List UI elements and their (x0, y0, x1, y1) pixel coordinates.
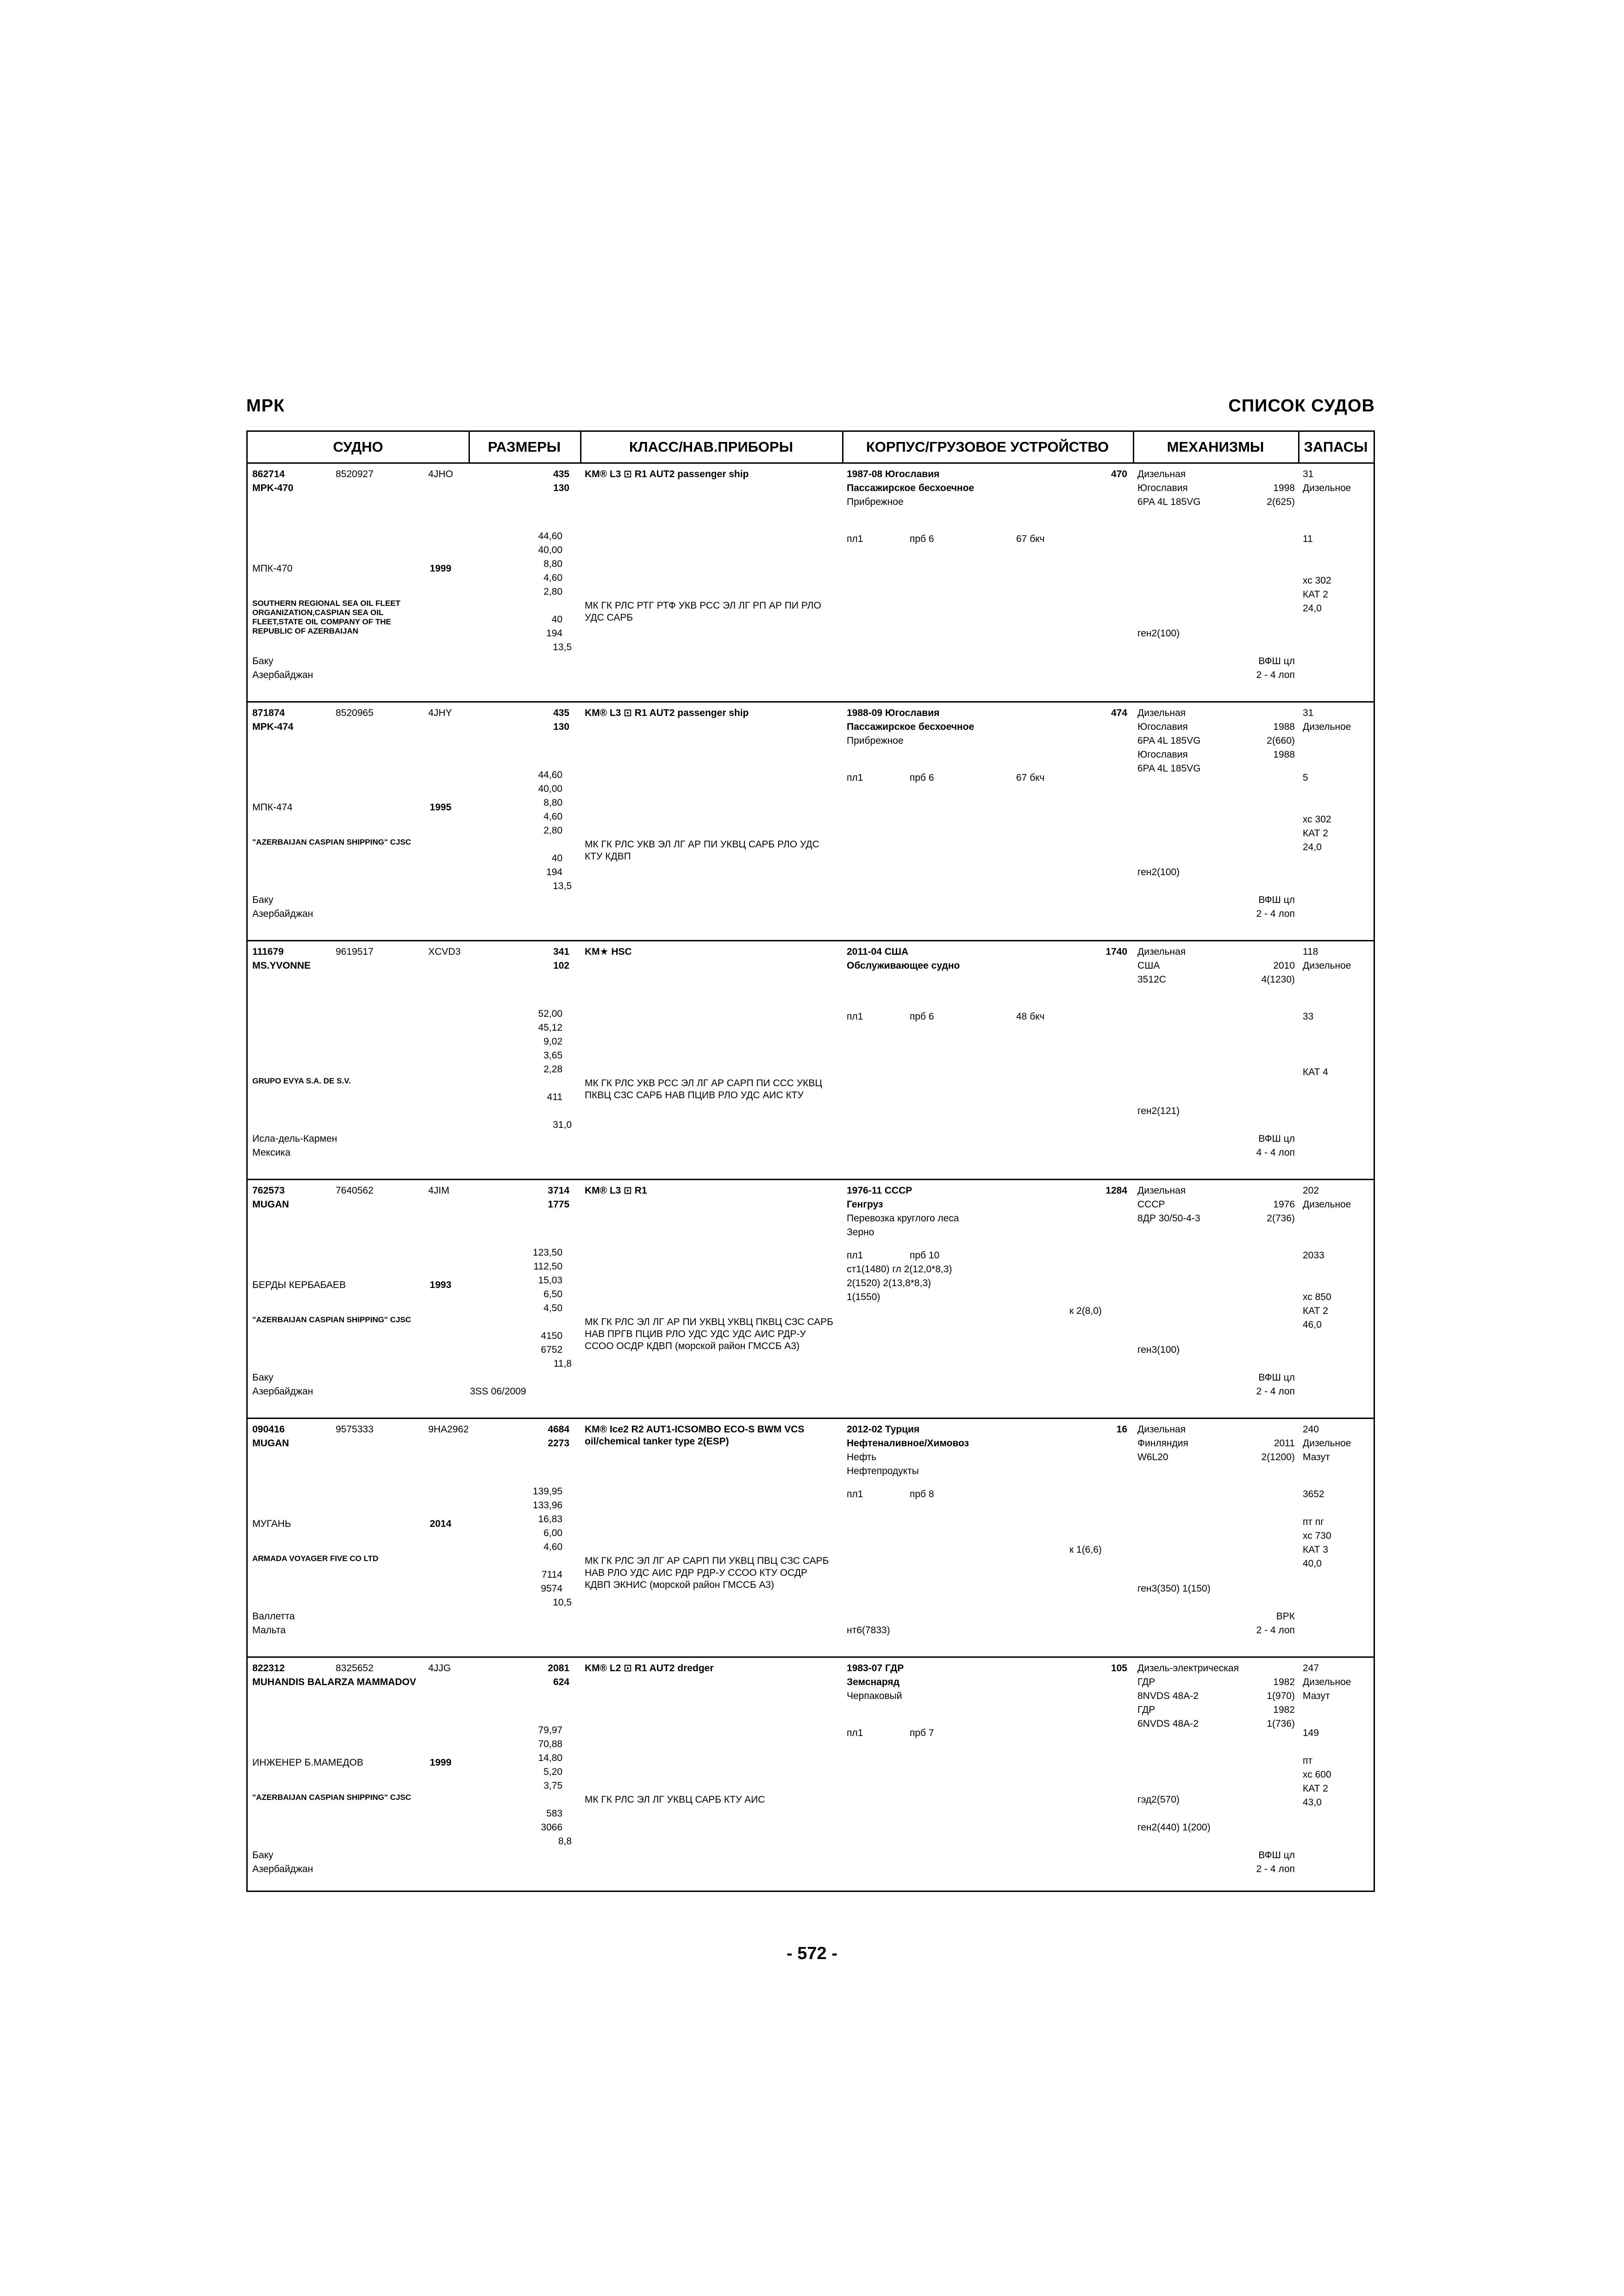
ship-name: MPK-474 (252, 722, 294, 732)
col-header-stocks: ЗАПАСЫ (1298, 432, 1374, 464)
ship-record (248, 940, 1374, 1179)
stock-value: 24,0 (1303, 603, 1322, 614)
stock-fuel-amount: 202 (1303, 1185, 1319, 1196)
deadweight-value: 4150 (541, 1331, 562, 1341)
ship-name: MUHANDIS BALARZA MAMMADOV (252, 1677, 416, 1687)
survey-note: 3SS 06/2009 (470, 1386, 526, 1397)
vessel-type: Земснаряд (847, 1677, 899, 1687)
vessel-subtype: Нефть (847, 1452, 877, 1462)
deck-info: пл1 (847, 534, 863, 544)
stock-value: 46,0 (1303, 1319, 1322, 1330)
stock-fuel-type: Дизельное (1303, 1677, 1351, 1687)
lifeboats: 2 - 4 лоп (1256, 1386, 1295, 1397)
engine-line: Дизельная (1137, 1424, 1186, 1435)
deck-info: пл1 (847, 1011, 863, 1022)
stock-capacity: 3652 (1303, 1489, 1324, 1500)
stock-fuel-type: Дизельное (1303, 960, 1351, 971)
deck-info: пл1 (847, 1728, 863, 1738)
call-sign: 4JHO (428, 469, 453, 479)
ship-name: MPK-470 (252, 483, 294, 493)
gross-tonnage: 4684 (548, 1424, 569, 1435)
displacement-value: 3066 (541, 1822, 562, 1833)
engine-line: Югославия (1137, 749, 1188, 760)
dimension-value: 79,97 (538, 1725, 562, 1736)
imo-number: 9575333 (336, 1424, 374, 1435)
dimension-value: 8,80 (543, 797, 562, 808)
former-name-year: 1999 (430, 563, 451, 574)
stock-fuel-type-2: Мазут (1303, 1691, 1330, 1701)
fire-system: ВФШ цл (1258, 1372, 1295, 1383)
stock-deck: пт пг (1303, 1517, 1324, 1527)
dimension-value: 14,80 (538, 1753, 562, 1763)
net-tonnage: 1775 (548, 1199, 569, 1210)
dimension-value: 5,20 (543, 1767, 562, 1777)
stock-fuel-type: Дизельное (1303, 483, 1351, 493)
stock-fuel-type: Дизельное (1303, 1438, 1351, 1449)
home-port: Баку (252, 656, 274, 666)
engine-year: 2010 (1273, 960, 1295, 971)
engine-year: 1998 (1273, 483, 1295, 493)
ship-table (246, 430, 1375, 1892)
net-tonnage: 624 (553, 1677, 569, 1687)
engine-line: 6PA 4L 185VG (1137, 735, 1201, 746)
engine-line: 6NVDS 48A-2 (1137, 1718, 1199, 1729)
generators: ген2(100) (1137, 867, 1180, 877)
displacement-value: 194 (546, 867, 562, 877)
dimension-value: 2,28 (543, 1064, 562, 1075)
stock-category: КАТ 2 (1303, 828, 1328, 839)
dimension-value: 4,60 (543, 811, 562, 822)
build-date-country: 2011-04 США (847, 946, 909, 957)
engine-line: Финляндия (1137, 1438, 1188, 1449)
stock-deck: пт (1303, 1755, 1312, 1766)
flag-state: Азербайджан (252, 908, 313, 919)
stock-value: 24,0 (1303, 842, 1322, 852)
dimension-value: 2,80 (543, 586, 562, 597)
speed-value: 13,5 (553, 881, 572, 891)
generators: ген3(100) (1137, 1344, 1180, 1355)
stock-fuel-type: Дизельное (1303, 1199, 1351, 1210)
stock-capacity: 149 (1303, 1728, 1319, 1738)
flag-state: Азербайджан (252, 670, 313, 680)
dimension-value: 44,60 (538, 770, 562, 780)
class-notation: KM® L3 ⊡ R1 (585, 1185, 647, 1196)
dimension-value: 3,65 (543, 1050, 562, 1061)
cargo-type: Нефтепродукты (847, 1466, 919, 1476)
home-port: Баку (252, 1372, 274, 1383)
stock-fuel-amount: 118 (1303, 946, 1318, 957)
dimension-value: 4,60 (543, 572, 562, 583)
cargo-gear: к 2(8,0) (1069, 1306, 1102, 1316)
stock-crew: хс 302 (1303, 575, 1331, 586)
fire-system: ВФШ цл (1258, 1850, 1295, 1860)
engine-year-2: 1982 (1273, 1705, 1295, 1715)
reg-number: 090416 (252, 1424, 285, 1435)
ship-record (248, 1179, 1374, 1418)
imo-number: 8520927 (336, 469, 374, 479)
dimension-value: 8,80 (543, 559, 562, 569)
flag-state: Мексика (252, 1147, 291, 1158)
dimension-value: 133,96 (532, 1500, 562, 1511)
hull-number: 474 (1111, 708, 1127, 718)
deadweight-value: 40 (551, 614, 562, 625)
header-right: СПИСОК СУДОВ (1228, 396, 1375, 416)
stock-crew: хс 850 (1303, 1292, 1331, 1302)
gross-tonnage: 3714 (548, 1185, 569, 1196)
generators-2: ген2(440) 1(200) (1137, 1822, 1211, 1833)
vessel-type: Пассажирское бесхоечное (847, 722, 974, 732)
owner: "AZERBAIJAN CASPIAN SHIPPING" CJSC (252, 1793, 411, 1802)
ship-record (248, 1656, 1374, 1895)
stock-capacity: 11 (1303, 534, 1313, 544)
engine-power: 2(736) (1267, 1213, 1295, 1224)
stock-fuel-type: Дизельное (1303, 722, 1351, 732)
col-header-dimensions: РАЗМЕРЫ (468, 432, 580, 464)
bulkhead-info: прб 6 (910, 1011, 934, 1022)
ship-name: MUGAN (252, 1199, 289, 1210)
reg-number: 862714 (252, 469, 285, 479)
dimension-value: 112,50 (533, 1261, 562, 1272)
home-port: Исла-дель-Кармен (252, 1133, 337, 1144)
stock-category: КАТ 3 (1303, 1544, 1328, 1555)
reg-number: 762573 (252, 1185, 285, 1196)
flag-state: Азербайджан (252, 1864, 313, 1874)
dimension-value: 16,83 (538, 1514, 562, 1524)
owner: "AZERBAIJAN CASPIAN SHIPPING" CJSC (252, 1315, 411, 1324)
former-name-year: 1993 (430, 1280, 451, 1290)
engine-power: 4(1230) (1261, 974, 1295, 985)
col-header-hull: КОРПУС/ГРУЗОВОЕ УСТРОЙСТВО (842, 432, 1133, 464)
stock-crew: хс 302 (1303, 814, 1331, 825)
imo-number: 8520965 (336, 708, 374, 718)
fire-system: ВФШ цл (1258, 895, 1295, 905)
stock-capacity: 5 (1303, 772, 1308, 783)
call-sign: 9HA2962 (428, 1424, 469, 1435)
owner: "AZERBAIJAN CASPIAN SHIPPING" CJSC (252, 838, 411, 846)
engine-line: ГДР (1137, 1705, 1156, 1715)
hull-number: 470 (1111, 469, 1127, 479)
header-left: МРК (246, 396, 285, 416)
home-port: Баку (252, 1850, 274, 1860)
col-header-machinery: МЕХАНИЗМЫ (1133, 432, 1298, 464)
build-date-country: 1988-09 Югославия (847, 708, 940, 718)
engine-line: Югославия (1137, 722, 1188, 732)
dimension-value: 139,95 (532, 1486, 562, 1497)
former-name: МПК-474 (252, 802, 293, 813)
deck-info: пл1 (847, 772, 863, 783)
build-date-country: 1987-08 Югославия (847, 469, 940, 479)
deadweight-value: 411 (547, 1092, 562, 1102)
class-notation: KM® L3 ⊡ R1 AUT2 passenger ship (585, 708, 749, 718)
net-tonnage: 130 (553, 722, 569, 732)
nav-equipment: МК ГК РЛС РТГ РТФ УКВ РСС ЭЛ ЛГ РП АР ПИ РЛО УДС САРБ (585, 600, 821, 623)
former-name-year: 1999 (430, 1757, 451, 1768)
hatch-info: ст1(1480) гл 2(12,0*8,3) (847, 1264, 952, 1275)
fire-system: ВФШ цл (1258, 656, 1295, 666)
deck-info: пл1 (847, 1489, 863, 1500)
hatch-info: 1(1550) (847, 1292, 881, 1302)
tank-info: нт6(7833) (847, 1625, 890, 1636)
engine-power: 2(1200) (1261, 1452, 1295, 1462)
gross-tonnage: 341 (553, 946, 569, 957)
stock-category: КАТ 4 (1303, 1067, 1328, 1077)
stock-value: 40,0 (1303, 1558, 1322, 1569)
stock-capacity: 33 (1303, 1011, 1314, 1022)
vessel-type: Нефтеналивное/Химовоз (847, 1438, 969, 1449)
stock-fuel-amount: 240 (1303, 1424, 1319, 1435)
engine-year: 2011 (1274, 1438, 1295, 1449)
dimension-value: 40,00 (538, 784, 562, 794)
build-date-country: 1976-11 СССР (847, 1185, 912, 1196)
dimension-value: 15,03 (538, 1275, 562, 1286)
dimension-value: 2,80 (543, 825, 562, 836)
dimension-value: 6,50 (543, 1289, 562, 1300)
gross-tonnage: 435 (553, 708, 569, 718)
stock-fuel-amount: 31 (1303, 708, 1314, 718)
engine-line: W6L20 (1137, 1452, 1168, 1462)
dimension-value: 4,50 (543, 1303, 562, 1313)
engine-power: 1(970) (1267, 1691, 1295, 1701)
generators: ген3(350) 1(150) (1137, 1583, 1211, 1594)
col-header-ship: СУДНО (248, 432, 468, 464)
lifeboats: 2 - 4 лоп (1256, 1625, 1295, 1636)
engine-year: 1988 (1273, 722, 1295, 732)
imo-number: 9619517 (336, 946, 374, 957)
ship-record (248, 462, 1374, 701)
vessel-subtype: Перевозка круглого леса (847, 1213, 959, 1224)
stock-crew: хс 730 (1303, 1531, 1331, 1541)
engine-line: 8NVDS 48A-2 (1137, 1691, 1199, 1701)
class-notation: KM® L3 ⊡ R1 AUT2 passenger ship (585, 469, 749, 479)
stock-category: КАТ 2 (1303, 589, 1328, 600)
class-notation: KM® L2 ⊡ R1 AUT2 dredger (585, 1663, 714, 1674)
owner: GRUPO EVYA S.A. DE S.V. (252, 1076, 351, 1085)
engine-power: 2(660) (1267, 735, 1295, 746)
engine-line: США (1137, 960, 1160, 971)
holds-info: 67 бкч (1016, 534, 1045, 544)
deadweight-value: 7114 (541, 1569, 562, 1580)
engine-power-2: 1(736) (1267, 1718, 1295, 1729)
nav-equipment: МК ГК РЛС ЭЛ ЛГ АР ПИ УКВЦ УКВЦ ПКВЦ СЗС САРБ НАВ ПРГВ ПЦИВ РЛО УДС УДС УДС АИС РДР-У ССОО ОСДР КДВП (морской район ГМССБ А3) (585, 1317, 833, 1351)
speed-value: 13,5 (553, 642, 572, 653)
stock-fuel-amount: 247 (1303, 1663, 1319, 1674)
engine-line: Дизельная (1137, 946, 1186, 957)
ship-name: MS.YVONNE (252, 960, 311, 971)
home-port: Баку (252, 895, 274, 905)
page-number: - 572 - (787, 1944, 837, 1963)
reg-number: 822312 (252, 1663, 285, 1674)
bulkhead-info: прб 6 (910, 534, 934, 544)
generators: ген2(100) (1137, 628, 1180, 639)
bulkhead-info: прб 6 (910, 772, 934, 783)
build-date-country: 2012-02 Турция (847, 1424, 920, 1435)
stock-value: 43,0 (1303, 1797, 1322, 1808)
ship-record (248, 701, 1374, 940)
engine-line: Дизель-электрическая (1137, 1663, 1239, 1674)
holds-info: 67 бкч (1016, 772, 1045, 783)
vessel-subtype: Прибрежное (847, 497, 904, 507)
nav-equipment: МК ГК РЛС ЭЛ ЛГ УКВЦ САРБ КТУ АИС (585, 1794, 765, 1805)
dimension-value: 52,00 (538, 1008, 562, 1019)
deadweight-value: 40 (551, 853, 562, 864)
lifeboats: 2 - 4 лоп (1256, 1864, 1295, 1874)
dimension-value: 40,00 (538, 545, 562, 555)
build-date-country: 1983-07 ГДР (847, 1663, 904, 1674)
cargo-type: Зерно (847, 1227, 874, 1238)
former-name: МУГАНЬ (252, 1518, 291, 1529)
former-name: МПК-470 (252, 563, 293, 574)
hull-number: 1740 (1106, 946, 1127, 957)
imo-number: 8325652 (336, 1663, 374, 1674)
fire-system: ВФШ цл (1258, 1133, 1295, 1144)
ship-name: MUGAN (252, 1438, 289, 1449)
fire-system: ВРК (1276, 1611, 1295, 1622)
dimension-value: 4,60 (543, 1542, 562, 1552)
call-sign: XCVD3 (428, 946, 461, 957)
call-sign: 4JJG (428, 1663, 451, 1674)
former-name: БЕРДЫ КЕРБАБАЕВ (252, 1280, 346, 1290)
displacement-value: 194 (546, 628, 562, 639)
holds-info: 48 бкч (1016, 1011, 1045, 1022)
speed-value: 8,8 (558, 1836, 572, 1847)
engine-line: Югославия (1137, 483, 1188, 493)
bulkhead-info: прб 7 (910, 1728, 934, 1738)
lifeboats: 2 - 4 лоп (1256, 670, 1295, 680)
dimension-value: 44,60 (538, 531, 562, 541)
stock-capacity: 2033 (1303, 1250, 1324, 1261)
call-sign: 4JIM (428, 1185, 450, 1196)
vessel-subtype: Прибрежное (847, 735, 904, 746)
speed-value: 31,0 (553, 1120, 572, 1130)
stock-crew: хс 600 (1303, 1769, 1331, 1780)
engine-line: 3512C (1137, 974, 1166, 985)
former-name: ИНЖЕНЕР Б.МАМЕДОВ (252, 1757, 363, 1768)
stock-category: КАТ 2 (1303, 1783, 1328, 1794)
engine-line: 6PA 4L 185VG (1137, 497, 1201, 507)
engine-year: 1976 (1273, 1199, 1295, 1210)
owner: SOUTHERN REGIONAL SEA OIL FLEET ORGANIZATION,CASPIAN SEA OIL FLEET,STATE OIL COMPANY OF THE REPUBLIC OF AZERBAIJAN (252, 599, 400, 635)
engine-line: ГДР (1137, 1677, 1156, 1687)
generators: гэд2(570) (1137, 1794, 1180, 1805)
home-port: Валлетта (252, 1611, 295, 1622)
speed-value: 10,5 (553, 1597, 572, 1608)
class-notation: KM★ HSC (585, 946, 632, 957)
dimension-value: 70,88 (538, 1739, 562, 1749)
col-header-class: КЛАСС/НАВ.ПРИБОРЫ (580, 432, 842, 464)
vessel-type: Обслуживающее судно (847, 960, 960, 971)
engine-year-2: 1988 (1273, 749, 1295, 760)
net-tonnage: 102 (553, 960, 569, 971)
reg-number: 871874 (252, 708, 285, 718)
stock-category: КАТ 2 (1303, 1306, 1328, 1316)
imo-number: 7640562 (336, 1185, 374, 1196)
flag-state: Азербайджан (252, 1386, 313, 1397)
stock-fuel-amount: 31 (1303, 469, 1314, 479)
ship-record (248, 1418, 1374, 1656)
gross-tonnage: 435 (553, 469, 569, 479)
bulkhead-info: прб 10 (910, 1250, 940, 1261)
dimension-value: 6,00 (543, 1528, 562, 1538)
net-tonnage: 2273 (548, 1438, 569, 1449)
class-notation: KM® Ice2 R2 AUT1-ICSOMBO ECO-S BWM VCS oil/chemical tanker type 2(ESP) (585, 1424, 805, 1447)
dimension-value: 123,50 (532, 1247, 562, 1258)
engine-line: 8ДР 30/50-4-3 (1137, 1213, 1200, 1224)
net-tonnage: 130 (553, 483, 569, 493)
displacement-value: 9574 (541, 1583, 562, 1594)
gross-tonnage: 2081 (548, 1663, 569, 1674)
call-sign: 4JHY (428, 708, 452, 718)
engine-year: 1982 (1273, 1677, 1295, 1687)
engine-power: 2(625) (1267, 497, 1295, 507)
former-name-year: 1995 (430, 802, 451, 813)
deck-info: пл1 (847, 1250, 863, 1261)
dimension-value: 45,12 (538, 1022, 562, 1033)
nav-equipment: МК ГК РЛС УКВ РСС ЭЛ ЛГ АР САРП ПИ ССС УКВЦ ПКВЦ СЗС САРБ НАВ ПЦИВ РЛО УДС АИС КТУ (585, 1078, 822, 1101)
reg-number: 111679 (252, 946, 284, 957)
hatch-info: 2(1520) 2(13,8*8,3) (847, 1278, 931, 1288)
engine-line: 6PA 4L 185VG (1137, 763, 1201, 774)
flag-state: Мальта (252, 1625, 286, 1636)
displacement-value: 6752 (541, 1344, 562, 1355)
cargo-gear: к 1(6,6) (1069, 1544, 1102, 1555)
generators: ген2(121) (1137, 1106, 1180, 1116)
former-name-year: 2014 (430, 1518, 451, 1529)
vessel-type: Генгруз (847, 1199, 883, 1210)
nav-equipment: МК ГК РЛС ЭЛ ЛГ АР САРП ПИ УКВЦ ПВЦ СЗС САРБ НАВ РЛО УДС АИС РДР РДР-У ССОО КТУ ОСДР КДВП ЭКНИС (морской район ГМССБ А3) (585, 1556, 829, 1590)
engine-line: Дизельная (1137, 469, 1186, 479)
hull-number: 1284 (1106, 1185, 1127, 1196)
vessel-subtype: Черпаковый (847, 1691, 902, 1701)
dimension-value: 9,02 (543, 1036, 562, 1047)
lifeboats: 2 - 4 лоп (1256, 908, 1295, 919)
bulkhead-info: прб 8 (910, 1489, 934, 1500)
hull-number: 16 (1116, 1424, 1127, 1435)
owner: ARMADA VOYAGER FIVE CO LTD (252, 1554, 379, 1563)
nav-equipment: МК ГК РЛС УКВ ЭЛ ЛГ АР ПИ УКВЦ САРБ РЛО УДС КТУ КДВП (585, 839, 819, 862)
stock-fuel-type-2: Мазут (1303, 1452, 1330, 1462)
engine-line: Дизельная (1137, 1185, 1186, 1196)
engine-line: Дизельная (1137, 708, 1186, 718)
vessel-type: Пассажирское бесхоечное (847, 483, 974, 493)
deadweight-value: 583 (546, 1808, 562, 1819)
engine-line: СССР (1137, 1199, 1165, 1210)
lifeboats: 4 - 4 лоп (1256, 1147, 1295, 1158)
dimension-value: 3,75 (543, 1780, 562, 1791)
hull-number: 105 (1111, 1663, 1127, 1674)
speed-value: 11,8 (553, 1358, 572, 1369)
